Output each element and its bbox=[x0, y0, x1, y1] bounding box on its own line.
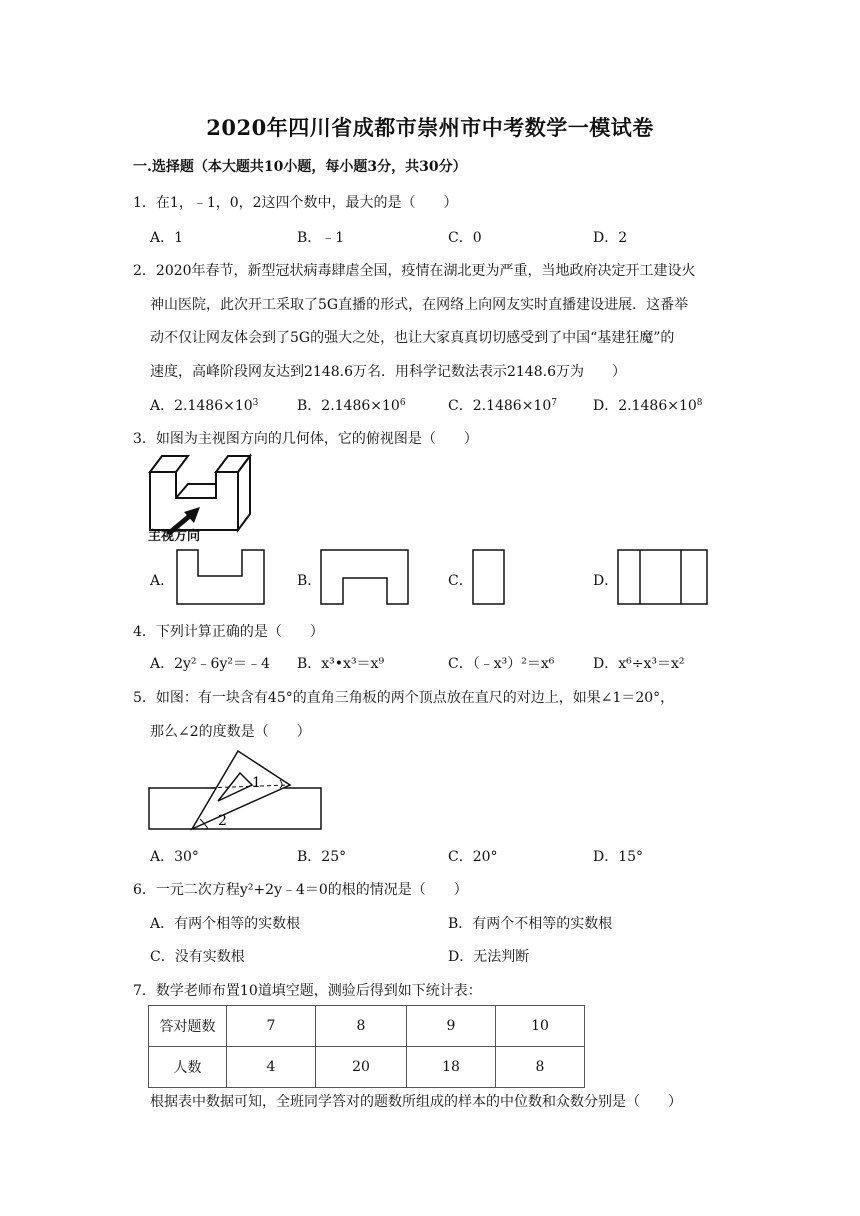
q3-option-a-label[interactable]: A． bbox=[150, 573, 175, 589]
question-7-stem: 7．数学老师布置10道填空题，测验后得到如下统计表： bbox=[133, 983, 482, 999]
option-exponent: 6 bbox=[399, 398, 406, 408]
q3-option-b-label[interactable]: B． bbox=[297, 573, 322, 589]
q1-option-c[interactable]: C．0 bbox=[448, 230, 482, 246]
q2-option-a[interactable] bbox=[150, 395, 258, 415]
q4-option-a[interactable]: A．2y²﹣6y²＝﹣4 bbox=[150, 656, 270, 672]
q3-option-b-figure bbox=[320, 549, 410, 605]
page-title: 2020年四川省成都市崇州市中考数学一模试卷 bbox=[206, 115, 654, 140]
table-cell: 4 bbox=[227, 1047, 316, 1088]
question-3-stem: 3．如图为主视图方向的几何体，它的俯视图是（ ） bbox=[133, 431, 478, 447]
table-cell: 10 bbox=[496, 1006, 585, 1047]
q1-option-b[interactable]: B．﹣1 bbox=[297, 230, 345, 246]
option-base: 2.1486×10 bbox=[472, 398, 552, 414]
angle-2-label: 2 bbox=[218, 813, 227, 829]
table-cell: 18 bbox=[407, 1047, 496, 1088]
score-stat-table bbox=[148, 1005, 585, 1088]
question-5-line-1: 5．如图：有一块含有45°的直角三角板的两个顶点放在直尺的对边上，如果∠1＝20°， bbox=[133, 690, 675, 706]
q1-option-d[interactable]: D．2 bbox=[593, 230, 628, 246]
q3-option-a-figure bbox=[176, 549, 266, 605]
q3-option-d-figure bbox=[617, 549, 709, 605]
q3-option-c-figure bbox=[472, 549, 506, 605]
q4-option-d[interactable]: D．x⁶÷x³＝x² bbox=[593, 656, 685, 672]
q6-option-c[interactable]: C．没有实数根 bbox=[150, 949, 245, 965]
table-cell: 9 bbox=[407, 1006, 496, 1047]
table-cell: 8 bbox=[496, 1047, 585, 1088]
q5-option-a[interactable]: A．30° bbox=[150, 849, 199, 865]
table-row bbox=[149, 1006, 585, 1047]
option-label: C． bbox=[448, 398, 473, 414]
q6-option-d[interactable]: D．无法判断 bbox=[448, 949, 530, 965]
table-cell: 8 bbox=[316, 1006, 407, 1047]
q5-option-b[interactable]: B．25° bbox=[297, 849, 347, 865]
option-exponent: 7 bbox=[551, 398, 557, 408]
option-base: 2.1486×10 bbox=[618, 398, 697, 414]
option-base: 2.1486×10 bbox=[321, 398, 400, 414]
table-cell: 答对题数 bbox=[149, 1006, 227, 1047]
option-label: B． bbox=[297, 398, 322, 414]
question-1-stem: 1．在1，﹣1，0，2这四个数中，最大的是（ ） bbox=[133, 195, 458, 211]
q5-option-d[interactable]: D．15° bbox=[593, 849, 644, 865]
section-heading: 一.选择题（本大题共10小题，每小题3分，共30分） bbox=[133, 159, 467, 175]
q2-option-d[interactable] bbox=[593, 395, 703, 415]
q4-option-b[interactable]: B．x³•x³＝x⁹ bbox=[297, 656, 385, 672]
q3-option-d-label[interactable]: D． bbox=[593, 573, 619, 589]
table-cell: 人数 bbox=[149, 1047, 227, 1088]
angle-1-label: 1 bbox=[252, 775, 261, 791]
question-5-line-2: 那么∠2的度数是（ ） bbox=[150, 724, 311, 740]
question-6-stem: 6．一元二次方程y²+2y﹣4＝0的根的情况是（ ） bbox=[133, 882, 468, 898]
question-2-line-2: 神山医院，此次开工采取了5G直播的形式，在网络上向网友实时直播建设进展．这番举 bbox=[150, 297, 689, 313]
question-4-stem: 4．下列计算正确的是（ ） bbox=[133, 624, 324, 640]
q3-option-c-label[interactable]: C． bbox=[448, 573, 473, 589]
q3-view-direction-label: 主视方向 bbox=[148, 529, 201, 544]
q5-option-c[interactable]: C．20° bbox=[448, 849, 498, 865]
question-2-line-1: 2．2020年春节，新型冠状病毒肆虐全国，疫情在湖北更为严重，当地政府决定开工建设火 bbox=[133, 263, 696, 279]
q2-option-b[interactable] bbox=[297, 395, 406, 415]
option-base: 2.1486×10 bbox=[174, 398, 253, 414]
option-label: D． bbox=[593, 398, 619, 414]
table-cell: 20 bbox=[316, 1047, 407, 1088]
option-exponent: 8 bbox=[696, 398, 703, 408]
q6-option-b[interactable]: B．有两个不相等的实数根 bbox=[448, 916, 613, 932]
q1-option-a[interactable]: A．1 bbox=[150, 230, 184, 246]
question-2-line-4: 速度，高峰阶段网友达到2148.6万名．用科学记数法表示2148.6万为 ） bbox=[150, 364, 626, 380]
q4-option-c[interactable]: C．（﹣x³）²＝x⁶ bbox=[448, 656, 555, 672]
q5-ruler-triangle-figure bbox=[148, 749, 324, 831]
option-label: A． bbox=[150, 398, 175, 414]
table-cell: 7 bbox=[227, 1006, 316, 1047]
q2-option-c[interactable] bbox=[448, 395, 557, 415]
option-exponent: 3 bbox=[252, 398, 259, 408]
question-7-followup: 根据表中数据可知，全班同学答对的题数所组成的样本的中位数和众数分别是（ ） bbox=[150, 1094, 682, 1110]
q6-option-a[interactable]: A．有两个相等的实数根 bbox=[150, 916, 301, 932]
question-2-line-3: 动不仅让网友体会到了5G的强大之处，也让大家真真切切感受到了中国“基建狂魔”的 bbox=[150, 330, 675, 346]
table-row bbox=[149, 1047, 585, 1088]
